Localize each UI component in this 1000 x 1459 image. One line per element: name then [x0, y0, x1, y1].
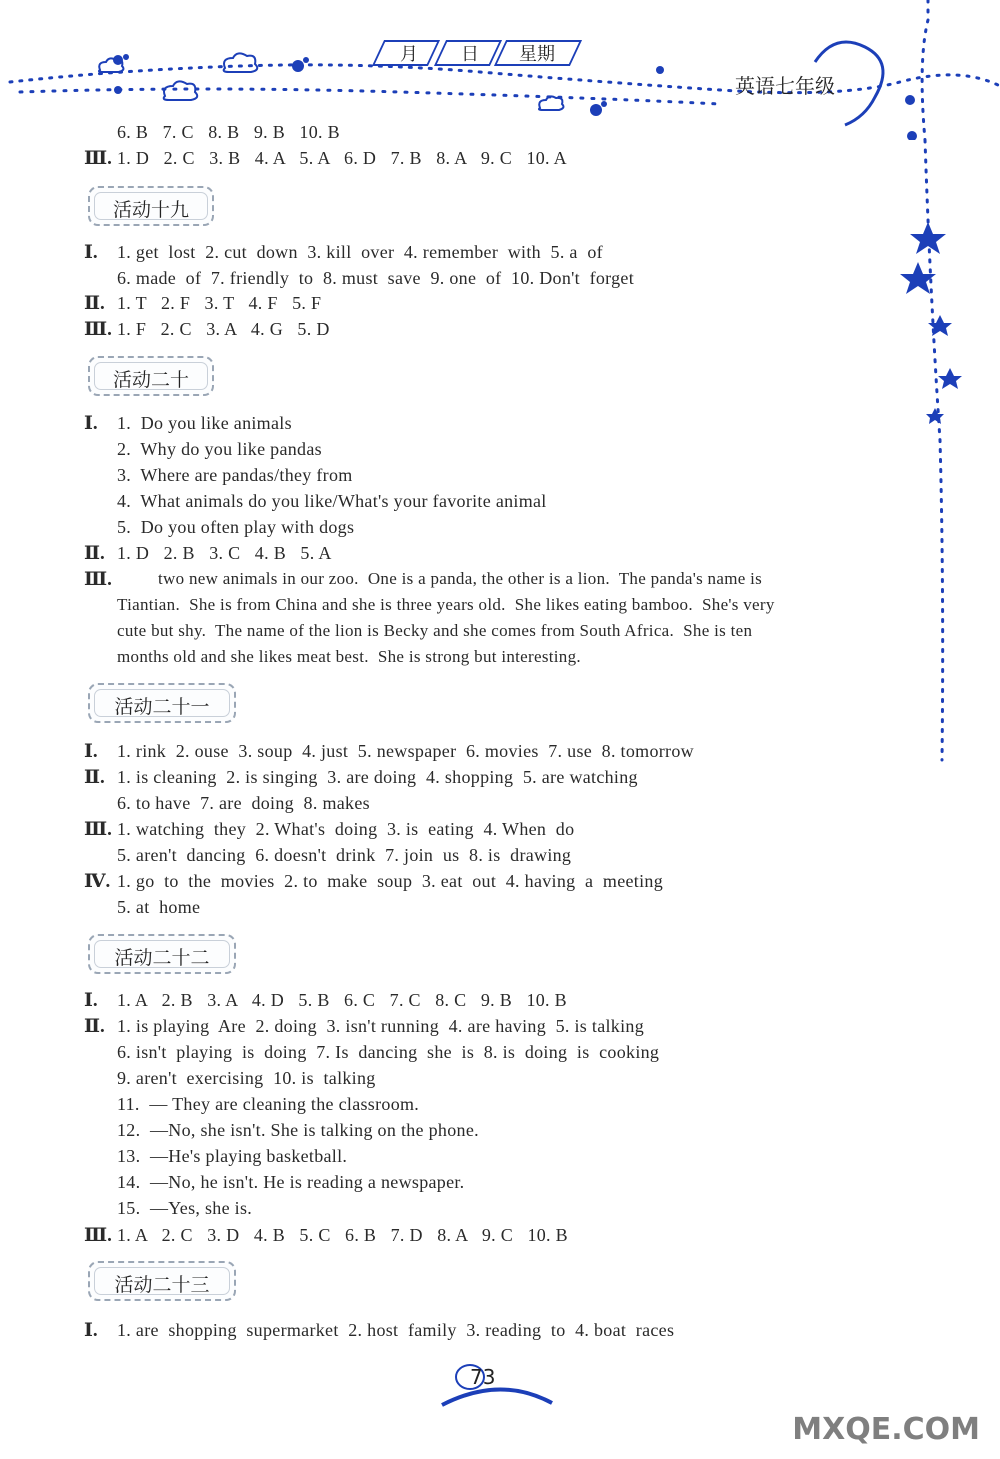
answer-line: 5. at home — [117, 897, 201, 917]
answer-line: 6. to have 7. are doing 8. makes — [117, 793, 370, 813]
section-marker: Ⅰ. — [84, 741, 98, 762]
answer-line: 1. is cleaning 2. is singing 3. are doing 4. shopping 5. are watching — [117, 767, 638, 787]
weekday-label: 星期 — [519, 44, 555, 65]
section-marker: Ⅰ. — [84, 413, 98, 434]
section-label-text: 活动二十 — [112, 369, 189, 391]
answer-line: 1. watching they 2. What's doing 3. is eating 4. When do — [117, 819, 575, 839]
answer-line: 15. —Yes, she is. — [117, 1198, 253, 1218]
answer-line: 1. A 2. B 3. A 4. D 5. B 6. C 7. C 8. C 9. B 10. B — [117, 990, 567, 1010]
section-marker: Ⅲ. — [84, 819, 112, 840]
answer-line: 1. is playing Are 2. doing 3. isn't running 4. are having 5. is talking — [117, 1016, 644, 1036]
page-number-swoosh — [440, 1355, 580, 1415]
section-label-23 — [88, 1261, 236, 1301]
answer-line: 3. Where are pandas/they from — [117, 465, 353, 485]
section-marker: Ⅱ. — [84, 1016, 105, 1037]
section-marker: Ⅲ. — [84, 569, 112, 590]
section-marker: Ⅰ. — [84, 990, 98, 1011]
section-marker: Ⅲ. — [84, 148, 112, 169]
section-label-text: 活动十九 — [112, 199, 189, 221]
answer-line: 6. made of 7. friendly to 8. must save 9. one of 10. Don't forget — [117, 268, 635, 288]
answer-line: 5. Do you often play with dogs — [117, 517, 355, 537]
section-marker: Ⅱ. — [84, 767, 105, 788]
answer-line: 13. —He's playing basketball. — [117, 1146, 348, 1166]
subject-title: 英语七年级 — [735, 74, 835, 98]
section-marker: Ⅰ. — [84, 242, 98, 263]
section-marker: Ⅳ. — [84, 871, 111, 892]
answer-line: 4. What animals do you like/What's your favorite animal — [117, 491, 547, 511]
cloud-icon — [99, 53, 563, 110]
side-decoration — [900, 140, 980, 780]
section-marker: Ⅲ. — [84, 1225, 112, 1246]
header-decoration — [0, 0, 1000, 140]
section-label-20 — [88, 356, 214, 396]
answer-line: 1. A 2. C 3. D 4. B 5. C 6. B 7. D 8. A 9. C 10. B — [117, 1225, 568, 1245]
answer-line: 9. aren't exercising 10. is talking — [117, 1068, 376, 1088]
section-label-text: 活动二十二 — [114, 947, 210, 969]
answer-line: 5. aren't dancing 6. doesn't drink 7. join us 8. is drawing — [117, 845, 572, 865]
answer-line: 1. go to the movies 2. to make soup 3. eat out 4. having a meeting — [117, 871, 664, 891]
section-marker: Ⅱ. — [84, 293, 105, 314]
answer-line: 1. F 2. C 3. A 4. G 5. D — [117, 319, 330, 339]
day-label: 日 — [461, 44, 479, 65]
section-label-text: 活动二十一 — [114, 696, 210, 718]
answer-line: 14. —No, he isn't. He is reading a newspaper. — [117, 1172, 465, 1192]
answer-line: 1. T 2. F 3. T 4. F 5. F — [117, 293, 322, 313]
answer-line: 1. are shopping supermarket 2. host family 3. reading to 4. boat races — [117, 1320, 675, 1340]
section-marker: Ⅱ. — [84, 543, 105, 564]
answer-line: 1. D 2. C 3. B 4. A 5. A 6. D 7. B 8. A 9. C 10. A — [117, 148, 567, 168]
answer-line: 6. B 7. C 8. B 9. B 10. B — [117, 122, 340, 142]
answer-line: 12. —No, she isn't. She is talking on the phone. — [117, 1120, 479, 1140]
answer-line: 1. rink 2. ouse 3. soup 4. just 5. newspaper 6. movies 7. use 8. tomorrow — [117, 741, 694, 761]
answer-line: 1. Do you like animals — [117, 413, 292, 433]
section-label-21 — [88, 683, 236, 723]
answer-line: 6. isn't playing is doing 7. Is dancing she is 8. is doing is cooking — [117, 1042, 660, 1062]
star-icon — [900, 222, 962, 424]
answer-line: 2. Why do you like pandas — [117, 439, 322, 459]
answer-line: cute but shy. The name of the lion is Becky and she comes from South Africa. She is ten — [117, 621, 753, 640]
answer-line: 1. D 2. B 3. C 4. B 5. A — [117, 543, 332, 563]
watermark: MXQE.COM — [792, 1412, 980, 1447]
answer-line: 11. — They are cleaning the classroom. — [117, 1094, 420, 1114]
section-marker: Ⅰ. — [84, 1320, 98, 1341]
section-marker: Ⅲ. — [84, 319, 112, 340]
answer-line: 1. get lost 2. cut down 3. kill over 4. remember with 5. a of — [117, 242, 603, 262]
section-label-text: 活动二十三 — [114, 1274, 210, 1296]
page-number: 73 — [470, 1365, 496, 1389]
section-label-19 — [88, 186, 214, 226]
section-label-22 — [88, 934, 236, 974]
answer-line: two new animals in our zoo. One is a panda, the other is a lion. The panda's name is — [158, 569, 763, 588]
month-label: 月 — [400, 44, 418, 65]
answer-line: months old and she likes meat best. She is strong but interesting. — [117, 647, 581, 666]
answer-line: Tiantian. She is from China and she is three years old. She likes eating bamboo. She's very — [117, 595, 775, 614]
